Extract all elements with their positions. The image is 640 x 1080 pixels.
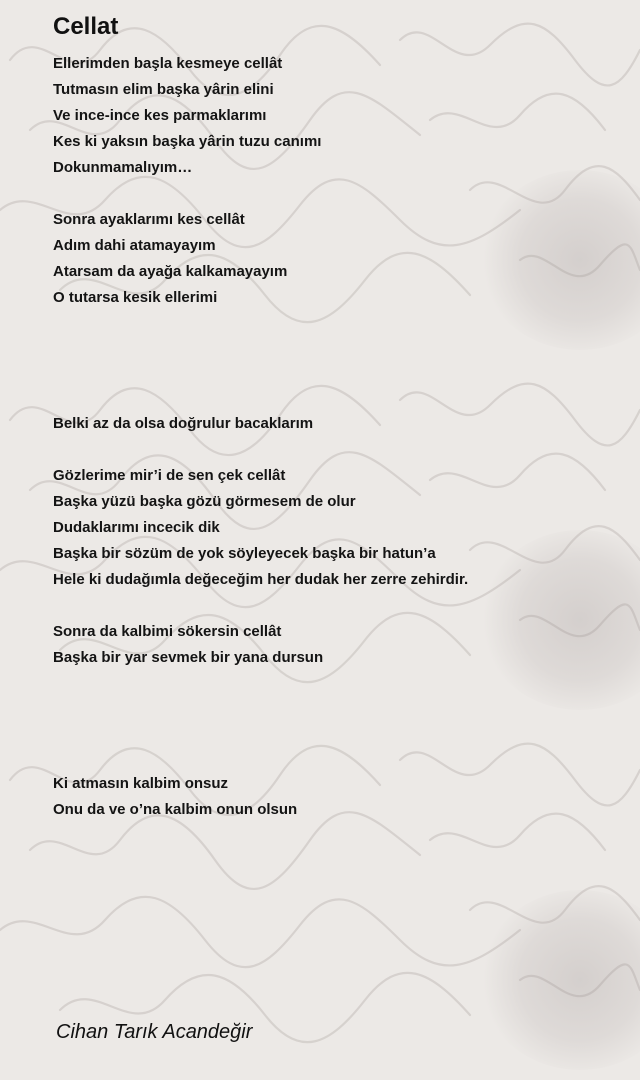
poem-line: Adım dahi atamayayım [53,237,216,254]
poem-title: Cellat [53,13,119,40]
poem-line: Sonra da kalbimi sökersin cellât [53,623,282,640]
poem-line: Gözlerime mir’i de sen çek cellât [53,467,286,484]
poem-line: Başka bir yar sevmek bir yana dursun [53,649,324,666]
poem-line: Ki atmasın kalbim onsuz [53,775,229,792]
author-signature: Cihan Tarık Acandeğir [56,1021,253,1043]
poem-line: Dokunmamalıyım… [53,159,193,176]
poem-line: Atarsam da ayağa kalkamayayım [53,263,288,280]
poem-line: Sonra ayaklarımı kes cellât [53,211,245,228]
poem-line: Kes ki yaksın başka yârin tuzu canımı [53,133,322,150]
poem-line: Belki az da olsa doğrulur bacaklarım [53,415,314,432]
poem-line: Başka yüzü başka gözü görmesem de olur [53,493,356,510]
poem-line: O tutarsa kesik ellerimi [53,289,218,306]
poem-line: Ellerimden başla kesmeye cellât [53,55,283,72]
poem-line: Ve ince-ince kes parmaklarımı [53,107,267,124]
poem-line: Tutmasın elim başka yârin elini [53,81,274,98]
poem-line: Onu da ve o’na kalbim onun olsun [53,801,298,818]
poem-line: Hele ki dudağımla değeceğim her dudak her zerre zehirdir. [53,571,469,588]
poem-line: Dudaklarımı incecik dik [53,519,220,536]
poem-line: Başka bir sözüm de yok söyleyecek başka bir hatun’a [53,545,436,562]
